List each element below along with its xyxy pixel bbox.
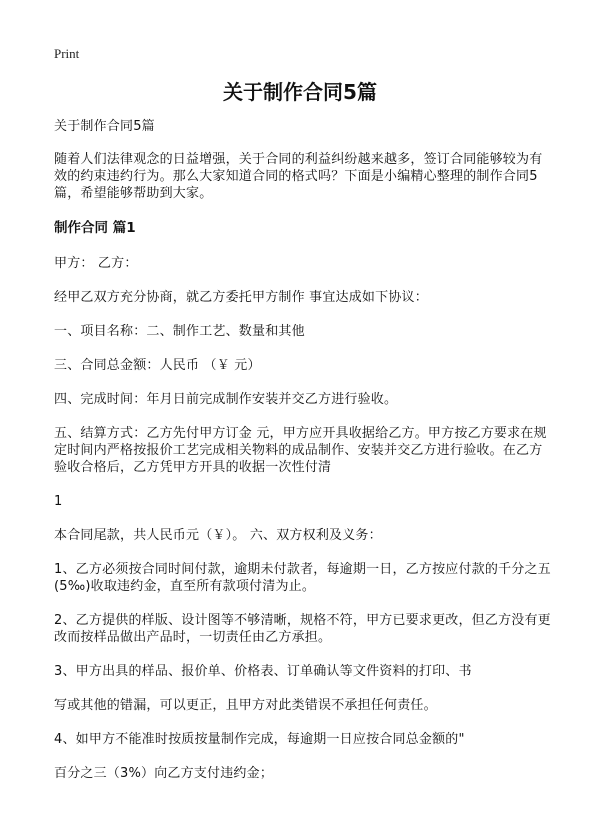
paragraph-clause-1: 1、乙方必须按合同时间付款，逾期未付款者，每逾期一日，乙方按应付款的千分之五(5‰)收取违约金，直至所有款项付清为止。 [54, 562, 551, 594]
paragraph-settlement: 五、结算方式：乙方先付甲方订金 元，甲方应开具收据给乙方。甲方按乙方要求在规定时间内严格按报价工艺完成相关物料的成品制作、安装并交乙方进行验收。在乙方验收合格后，乙方凭甲方开具的收据一次性付清 [54, 426, 547, 475]
intro-paragraph: 随着人们法律观念的日益增强，关于合同的利益纠纷越来越多，签订合同能够较为有效的约束违约行为。那么大家知道合同的格式吗？下面是小编精心整理的制作合同5篇，希望能够帮助到大家。 [54, 152, 543, 201]
paragraph-agreement: 经甲乙双方充分协商，就乙方委托甲方制作 事宜达成如下协议： [54, 290, 428, 305]
paragraph-total-amount: 三、合同总金额：人民币 （￥ 元） [54, 358, 261, 373]
paragraph-clause-4a: 4、如甲方不能准时按质按量制作完成，每逾期一日应按合同总金额的" [54, 732, 465, 747]
page-title: 关于制作合同5篇 [223, 80, 377, 104]
paragraph-clause-3a: 3、甲方出具的样品、报价单、价格表、订单确认等文件资料的打印、书 [54, 664, 472, 679]
document-body [54, 118, 554, 799]
section-heading: 制作合同 篇1 [54, 220, 136, 236]
paragraph-clause-2: 2、乙方提供的样版、设计图等不够清晰，规格不符，甲方已要求更改，但乙方没有更改而按样品做出产品时，一切责任由乙方承担。 [54, 613, 551, 645]
paragraph-completion-time: 四、完成时间：年月日前完成制作安装并交乙方进行验收。 [54, 392, 398, 407]
paragraph-project-name: 一、项目名称：二、制作工艺、数量和其他 [54, 324, 305, 339]
paragraph-parties: 甲方： 乙方： [54, 256, 138, 271]
paragraph-clause-4b: 百分之三（3%）向乙方支付违约金； [54, 766, 274, 781]
print-link[interactable]: Print [54, 46, 80, 61]
page-number: 1 [54, 494, 63, 509]
paragraph-final-payment: 本合同尾款，共人民币元（￥）。 六、双方权利及义务： [54, 528, 382, 543]
document-subtitle: 关于制作合同5篇 [54, 119, 155, 134]
paragraph-clause-3b: 写或其他的错漏，可以更正，且甲方对此类错误不承担任何责任。 [54, 698, 437, 713]
